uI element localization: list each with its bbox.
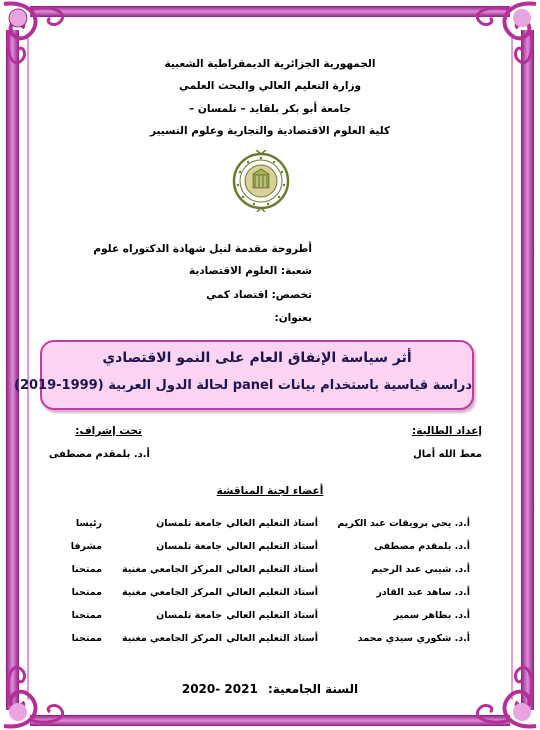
jury-name: أ.د. يحي برويقات عبد الكريم	[337, 518, 470, 529]
academic-year-value: 2020- 2021	[181, 682, 258, 696]
supervisor-label: تحت إشراف:	[75, 425, 142, 437]
jury-name: أ.د. بطاهر سمير	[393, 610, 470, 621]
faculty-line: كلية العلوم الاقتصادية والتجارية وعلوم التسيير	[149, 125, 391, 137]
thesis-title-box	[14, 340, 474, 410]
academic-year	[0, 682, 540, 696]
jury-rank: أستاذ التعليم العالي	[226, 587, 318, 598]
jury-rank: أستاذ التعليم العالي	[226, 610, 318, 621]
jury-row	[0, 633, 540, 649]
jury-rank: أستاذ التعليم العالي	[226, 518, 318, 529]
supervisor-name: أ.د. بلمقدم مصطفى	[48, 449, 150, 460]
jury-name: أ.د. ساهد عبد القادر	[376, 587, 470, 598]
jury-role: رئيسا	[75, 518, 102, 529]
jury-rank: أستاذ التعليم العالي	[226, 564, 318, 575]
jury-role: ممتحنا	[71, 564, 102, 575]
jury-institution: جامعة تلمسان	[156, 518, 222, 529]
academic-year-label: السنة الجامعية:	[268, 682, 359, 696]
university-seal-icon	[230, 150, 292, 212]
thesis-main-title: أثر سياسة الإنفاق العام على النمو الاقتصادي	[102, 350, 412, 366]
jury-name: أ.د. بلمقدم مصطفى	[373, 541, 470, 552]
jury-row	[0, 610, 540, 626]
author-label: إعداد الطالبة:	[412, 425, 482, 437]
jury-name: أ.د. شيبي عبد الرحيم	[371, 564, 470, 575]
jury-row	[0, 518, 540, 534]
jury-institution: جامعة تلمسان	[156, 610, 222, 621]
author-name: معط الله أمال	[413, 449, 482, 460]
jury-role: ممتحنا	[71, 610, 102, 621]
jury-role: ممتحنا	[71, 633, 102, 644]
jury-row	[0, 587, 540, 603]
jury-institution: المركز الجامعي مغنية	[121, 564, 222, 575]
jury-title: أعضاء لجنة المناقشة	[216, 485, 324, 497]
university-line: جامعة أبو بكر بلقايد – تلمسان –	[188, 103, 352, 115]
top-border-bar	[30, 6, 510, 17]
jury-rank: أستاذ التعليم العالي	[226, 633, 318, 644]
republic-line: الجمهورية الجزائرية الديمقراطية الشعبية	[164, 58, 376, 70]
jury-row	[0, 564, 540, 580]
jury-row	[0, 541, 540, 557]
ministry-line: وزارة التعليم العالي والبحث العلمي	[178, 80, 362, 92]
title-label: بعنوان:	[274, 312, 312, 324]
degree-line: أطروحة مقدمة لنيل شهادة الدكتوراه علوم	[93, 243, 312, 255]
thesis-subtitle: دراسة قياسية باستخدام بيانات panel لحالة الدول العربية (1999-2019)	[14, 378, 472, 393]
jury-role: ممتحنا	[71, 587, 102, 598]
jury-role: مشرفا	[70, 541, 102, 552]
jury-rank: أستاذ التعليم العالي	[226, 541, 318, 552]
jury-institution: المركز الجامعي مغنية	[121, 587, 222, 598]
bottom-border-bar	[30, 715, 510, 726]
branch-line: شعبة: العلوم الاقتصادية	[188, 265, 312, 277]
jury-institution: المركز الجامعي مغنية	[121, 633, 222, 644]
jury-name: أ.د. شكوري سيدي محمد	[357, 633, 470, 644]
specialty-line: تخصص: اقتصاد كمي	[206, 289, 312, 301]
jury-institution: جامعة تلمسان	[156, 541, 222, 552]
